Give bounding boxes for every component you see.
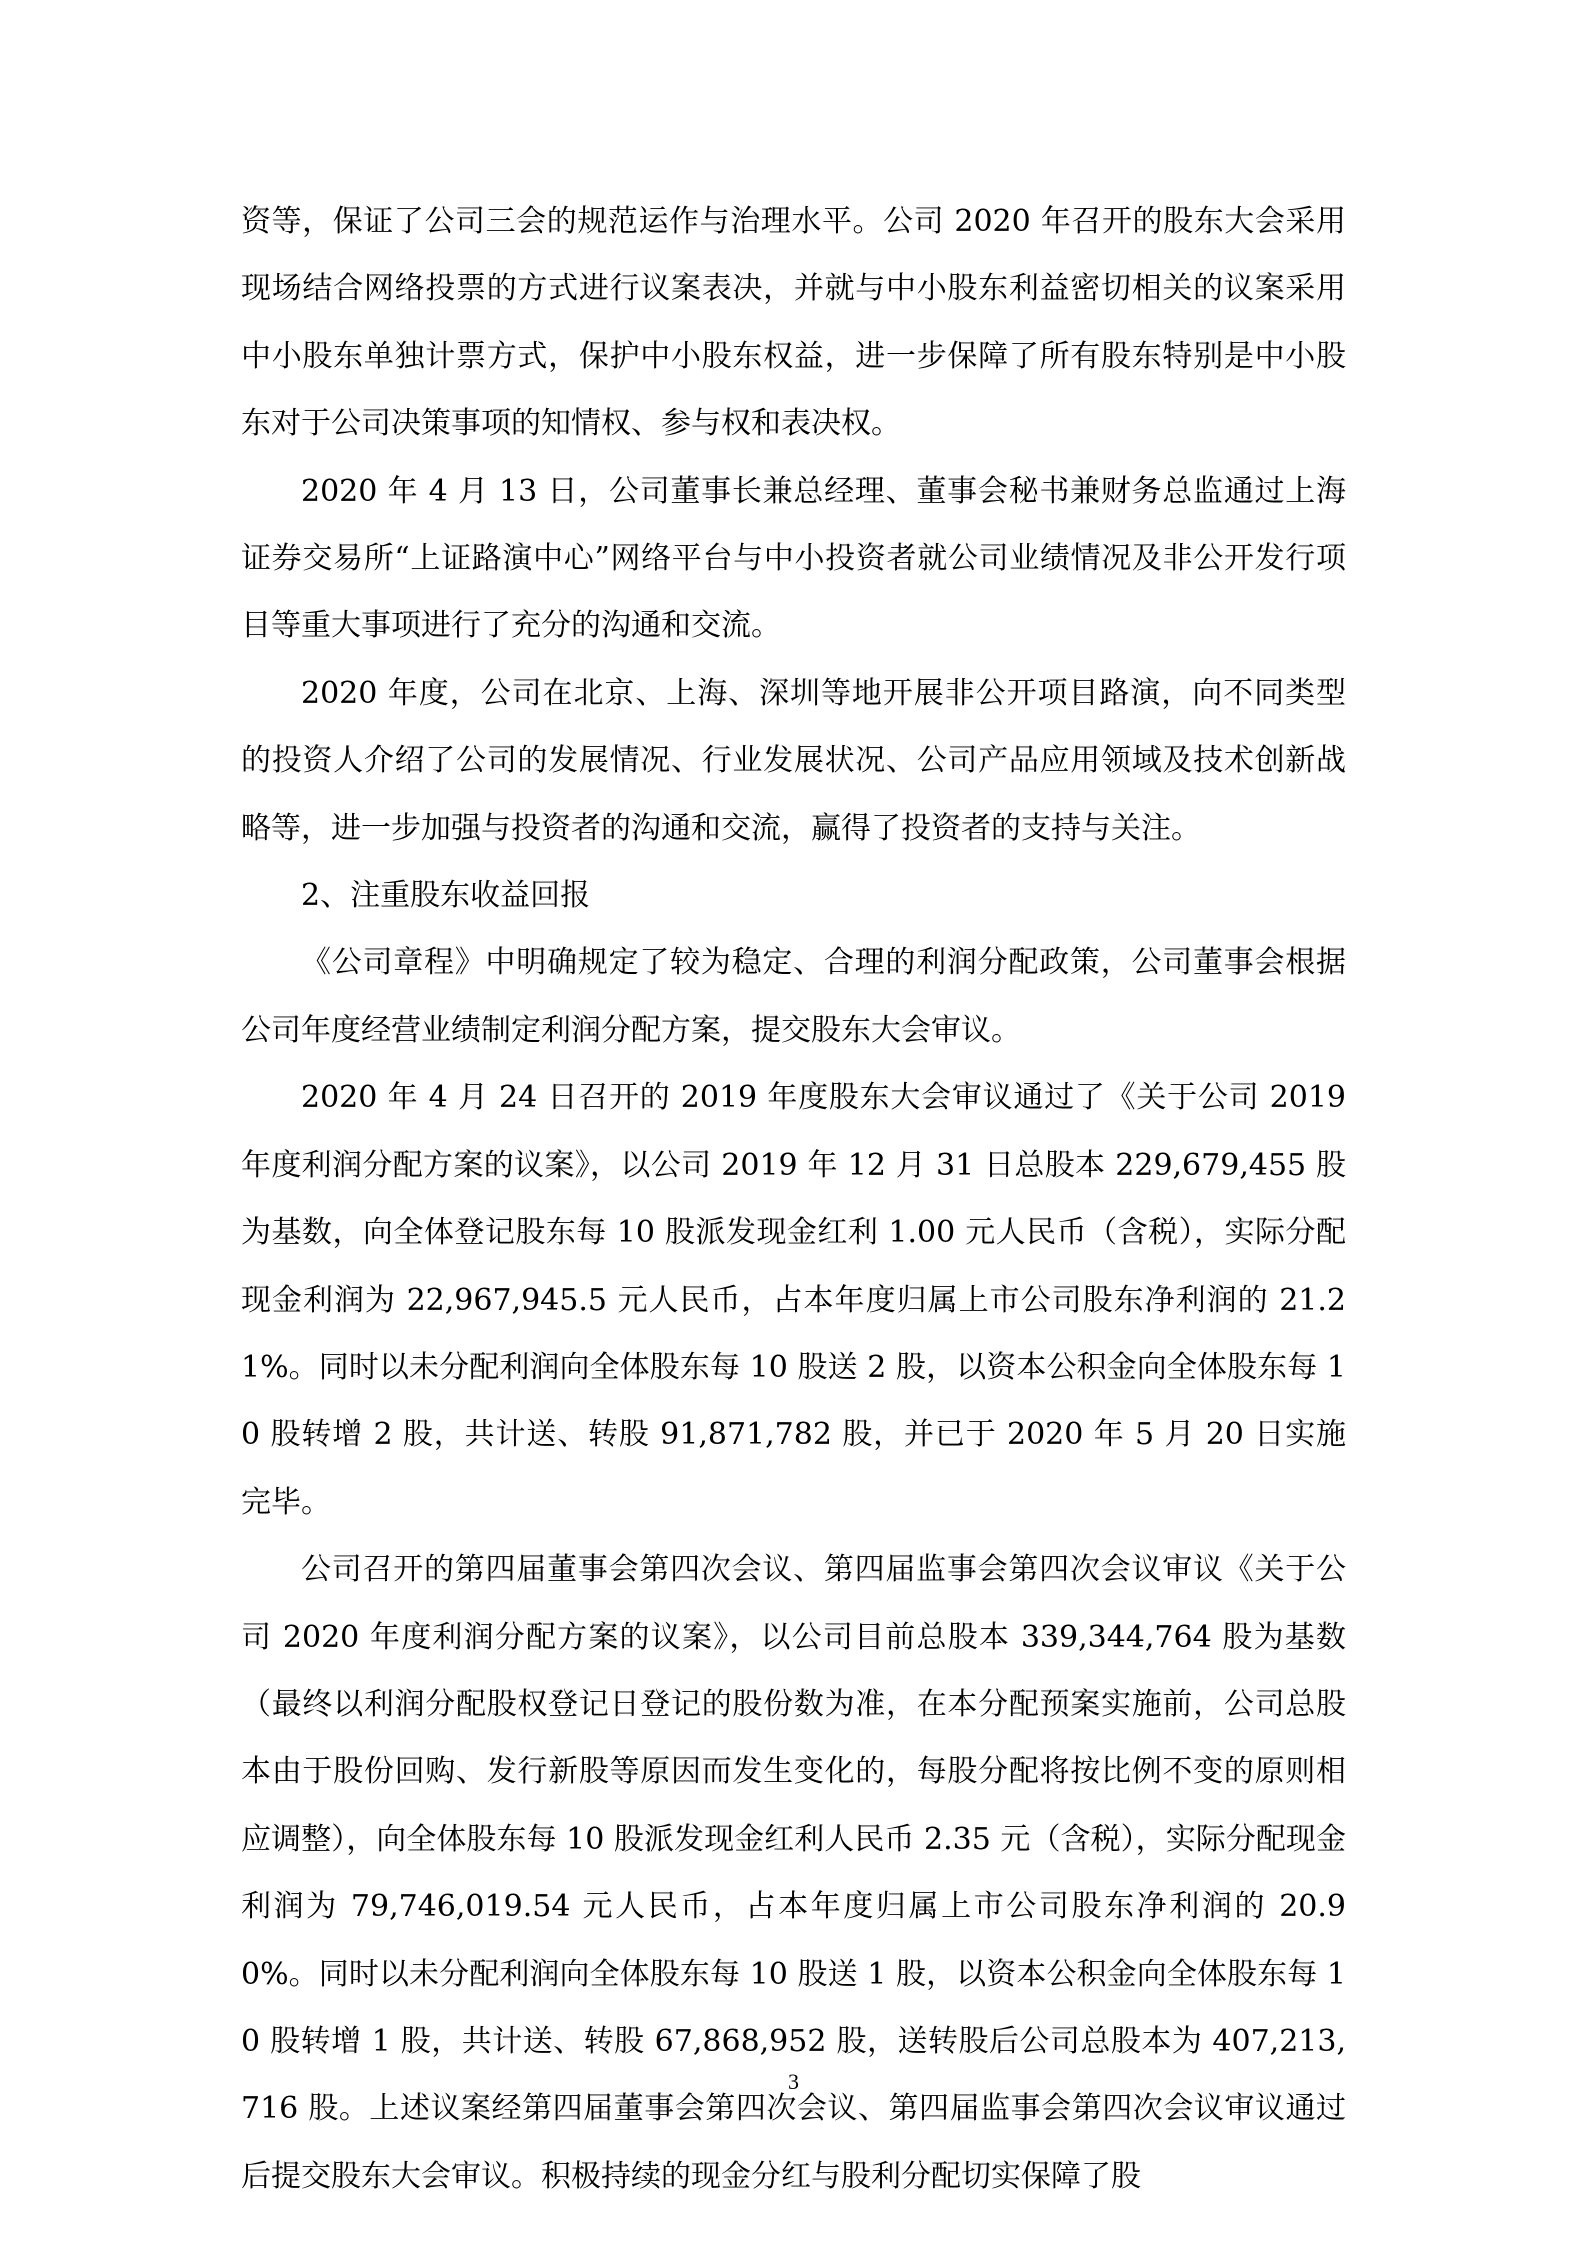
paragraph-roadshow-april: 2020 年 4 月 13 日，公司董事长兼总经理、董事会秘书兼财务总监通过上海证券交易所“上证路演中心”网络平台与中小投资者就公司业绩情况及非公开发行项目等重大事项进行了充分的沟通和交流。 xyxy=(241,473,1346,644)
section-heading-shareholder-returns: 2、注重股东收益回报 xyxy=(301,878,591,914)
page-number: 3 xyxy=(788,2069,799,2094)
paragraph-2019-profit-distribution: 2020 年 4 月 24 日召开的 2019 年度股东大会审议通过了《关于公司 2019 年度利润分配方案的议案》，以公司 2019 年 12 月 31 日总股本 229,679,455 股为基数，向全体登记股东每 10 股派发现金红利 1.00 元人民币（含税），实际分配现金利润为 22,967,945.5 元人民币，占本年度归属上市公司股东净利润的 21.21%。同时以未分配利润向全体股东每 10 股送 2 股，以资本公积金向全体股东每 10 股转增 2 股，共计送、转股 91,871,782 股，并已于 2020 年 5 月 20 日实施完毕。 xyxy=(241,1080,1346,1520)
paragraph-articles-of-association: 《公司章程》中明确规定了较为稳定、合理的利润分配政策，公司董事会根据公司年度经营业绩制定利润分配方案，提交股东大会审议。 xyxy=(241,945,1346,1048)
paragraph-roadshow-2020: 2020 年度，公司在北京、上海、深圳等地开展非公开项目路演，向不同类型的投资人介绍了公司的发展情况、行业发展状况、公司产品应用领域及技术创新战略等，进一步加强与投资者的沟通和交流，赢得了投资者的支持与关注。 xyxy=(241,675,1346,846)
paragraph-2020-profit-distribution: 公司召开的第四届董事会第四次会议、第四届监事会第四次会议审议《关于公司 2020 年度利润分配方案的议案》，以公司目前总股本 339,344,764 股为基数（最终以利润分配股权登记日登记的股份数为准，在本分配预案实施前，公司总股本由于股份回购、发行新股等原因而发生变化的，每股分配将按比例不变的原则相应调整），向全体股东每 10 股派发现金红利人民币 2.35 元（含税），实际分配现金利润为 79,746,019.54 元人民币，占本年度归属上市公司股东净利润的 20.90%。同时以未分配利润向全体股东每 10 股送 1 股，以资本公积金向全体股东每 10 股转增 1 股，共计送、转股 67,868,952 股，送转股后公司总股本为 407,213,716 股。上述议案经第四届董事会第四次会议、第四届监事会第四次会议审议通过后提交股东大会审议。积极持续的现金分红与股利分配切实保障了股 xyxy=(241,1552,1346,2194)
paragraph-continuation-governance: 资等，保证了公司三会的规范运作与治理水平。公司 2020 年召开的股东大会采用现场结合网络投票的方式进行议案表决，并就与中小股东利益密切相关的议案采用中小股东单独计票方式，保护中小股东权益，进一步保障了所有股东特别是中小股东对于公司决策事项的知情权、参与权和表决权。 xyxy=(241,204,1346,442)
document-body xyxy=(241,188,1346,2210)
